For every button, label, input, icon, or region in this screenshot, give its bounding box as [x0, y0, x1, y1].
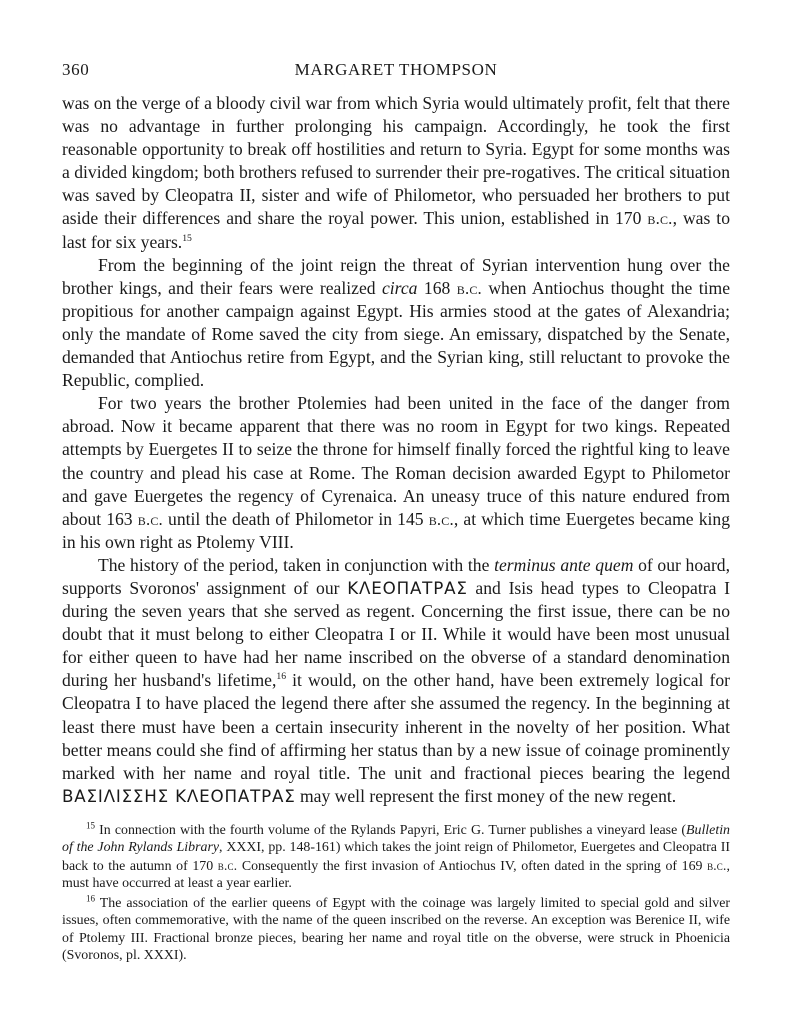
era-abbrev: b.c. — [137, 509, 163, 529]
paragraph-4 — [62, 554, 730, 808]
footnote-text: , XXXI, pp. 148-161) which takes the joint reign of Philometor, Euergetes and Cleopatra II back to the autumn of 170 — [62, 840, 731, 874]
footnote-15 — [62, 822, 730, 892]
text-run: For two years the brother Ptolemies had been united in the face of the danger from abroad. Now it became apparent that there was no room in Egypt for two kings. Repeated attempts by Euergetes II to seize the throne for himself finally forced the rightful king to leave the country and plead his case at Rome. The Roman decision awarded Egypt to Philometor and gave Euergetes the regency of Cyrenaica. An uneasy truce of this nature endured from about 163 — [62, 393, 730, 529]
italic-term: circa — [381, 277, 418, 298]
era-abbrev: b.c. — [217, 857, 238, 873]
footnote-text: , must have occurred at least a year earlier. — [62, 858, 730, 891]
footnote-16 — [62, 895, 730, 964]
footnote-text: In connection with the fourth volume of the Rylands Papyri, Eric G. Turner publishes a vineyard lease ( — [95, 823, 687, 838]
footnote-text: The association of the earlier queens of Egypt with the coinage was largely limited to special gold and silver issues, often commemorative, with the name of the queen inscribed on the reverse. An exception was Berenice II, wife of Ptolemy III. Fractional bronze pieces, bearing her name and royal title on the obverse, were struck in Phoenicia (Svoronos, pl. XXXI). — [62, 896, 730, 964]
text-run: was on the verge of a bloody civil war from which Syria would ultimately profit, felt that there was no advantage in further prolonging his campaign. Accordingly, he took the first reasonable opportunity to break off hostilities and return to Syria. Egypt for some months was a divided kingdom; both brothers refused to surrender their pre-rogatives. The critical situation was saved by Cleopatra II, sister and wife of Philometor, who persuaded her brothers to put aside their differences and share the royal power. This union, established in 170 — [62, 93, 730, 229]
text-run: 168 — [417, 277, 457, 298]
text-run: , was to last for six years. — [62, 208, 730, 252]
era-abbrev: b.c. — [456, 278, 482, 298]
greek-legend: ΒΑΣΙΛΙΣΣΗΣ ΚΛΕΟΠΑΤΡΑΣ — [62, 785, 296, 806]
text-run: From the beginning of the joint reign the threat of Syrian intervention hung over the brother kings, and their fears were realized — [62, 254, 730, 298]
paragraph-3 — [62, 392, 730, 554]
journal-title: Bulletin of the John Rylands Library — [62, 823, 730, 856]
footnotes — [62, 822, 730, 967]
footnote-text: Consequently the first invasion of Antiochus IV, often dated in the spring of 169 — [237, 858, 708, 874]
era-abbrev: b.c. — [428, 509, 454, 529]
paragraph-2 — [62, 254, 730, 393]
greek-legend: ΚΛΕΟΠΑΤΡΑΣ — [347, 577, 468, 598]
paragraph-1 — [62, 92, 730, 254]
footnote-number: 16 — [86, 893, 96, 904]
italic-term: terminus ante quem — [494, 554, 634, 575]
text-run: , at which time Euergetes became king in his own right as Ptolemy VIII. — [62, 508, 731, 552]
text-run: when Antiochus thought the time propitious for another campaign against Egypt. His armies stood at the gates of Alexandria; only the mandate of Rome saved the city from siege. An emissary, dispatched by the Senate, demanded that Antiochus retire from Egypt, and the Syrian king, still reluctant to provoke the Republic, complied. — [62, 277, 731, 391]
footnote-ref-15[interactable]: 15 — [182, 232, 192, 244]
page-number: 360 — [62, 60, 90, 79]
footnote-number: 15 — [86, 820, 96, 831]
running-head — [62, 60, 730, 86]
text-run: it would, on the other hand, have been extremely logical for Cleopatra I to have placed the legend there after she assumed the regency. In the beginning at least there must have been a certain insecurity inherent in the novelty of her position. What better means could she find of affirming her status than by a new issue of coinage prominently marked with her name and royal title. The unit and fractional pieces bearing the legend — [62, 670, 730, 783]
text-run: of our hoard, supports Svoronos' assignment of our — [62, 554, 730, 598]
text-run: until the death of Philometor in 145 — [162, 508, 429, 529]
body-text — [62, 92, 730, 808]
footnote-ref-16[interactable]: 16 — [276, 671, 287, 683]
era-abbrev: b.c. — [647, 209, 673, 229]
text-run: may well represent the first money of the new regent. — [295, 785, 677, 806]
running-title: MARGARET THOMPSON — [294, 60, 498, 79]
text-run: and Isis head types to Cleopatra I during the seven years that she served as regent. Concerning the first issue, there can be no doubt that it must belong to either Cleopatra I or II. While it would have been most unusual for either queen to have had her name inscribed on the obverse of a standard denomination during her husband's lifetime, — [62, 577, 730, 691]
era-abbrev: b.c. — [707, 857, 727, 873]
text-run: The history of the period, taken in conjunction with the — [98, 554, 495, 575]
